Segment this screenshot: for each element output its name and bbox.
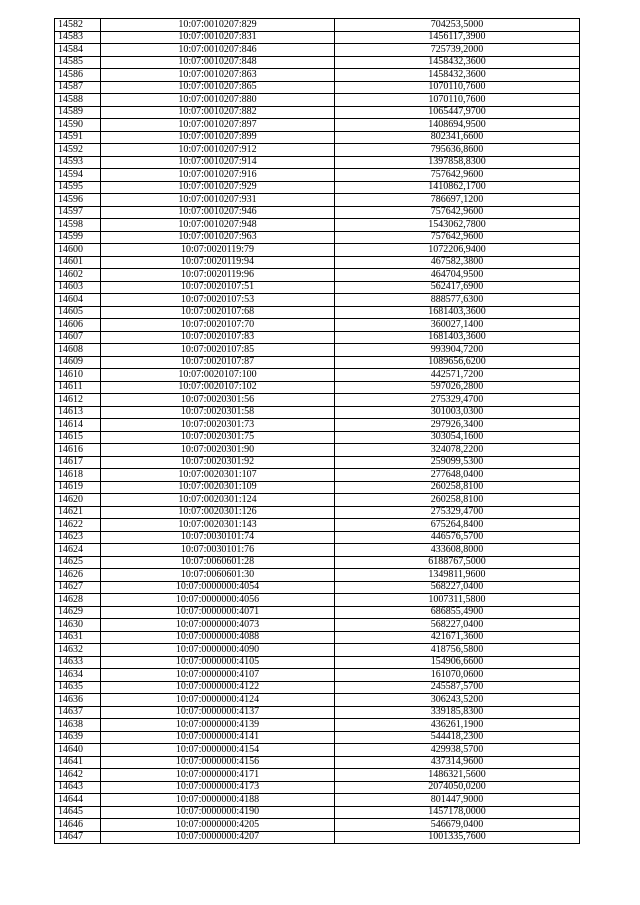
row-number-cell: 14645 — [55, 806, 101, 819]
value-cell: 297926,3400 — [335, 419, 580, 432]
row-number-cell: 14599 — [55, 231, 101, 244]
table-row — [55, 19, 580, 32]
cadastral-number-cell: 10:07:0020301:56 — [101, 394, 335, 407]
value-cell: 1410862,1700 — [335, 181, 580, 194]
value-cell: 993904,7200 — [335, 344, 580, 357]
cadastral-number-cell: 10:07:0020301:107 — [101, 469, 335, 482]
row-number-cell: 14628 — [55, 594, 101, 607]
value-cell: 2074050,0200 — [335, 781, 580, 794]
row-number-cell: 14596 — [55, 194, 101, 207]
row-number-cell: 14584 — [55, 44, 101, 57]
value-cell: 1001335,7600 — [335, 831, 580, 844]
value-cell: 436261,1900 — [335, 719, 580, 732]
cadastral-number-cell: 10:07:0000000:4090 — [101, 644, 335, 657]
value-cell: 1681403,3600 — [335, 306, 580, 319]
table-row — [55, 594, 580, 607]
cadastral-number-cell: 10:07:0030101:74 — [101, 531, 335, 544]
cadastral-number-cell: 10:07:0020301:58 — [101, 406, 335, 419]
cadastral-number-cell: 10:07:0000000:4107 — [101, 669, 335, 682]
table-row — [55, 819, 580, 832]
row-number-cell: 14629 — [55, 606, 101, 619]
table-row — [55, 831, 580, 844]
row-number-cell: 14615 — [55, 431, 101, 444]
cadastral-number-cell: 10:07:0060601:30 — [101, 569, 335, 582]
row-number-cell: 14609 — [55, 356, 101, 369]
cadastral-number-cell: 10:07:0010207:882 — [101, 106, 335, 119]
row-number-cell: 14619 — [55, 481, 101, 494]
row-number-cell: 14590 — [55, 119, 101, 132]
row-number-cell: 14593 — [55, 156, 101, 169]
cadastral-number-cell: 10:07:0000000:4207 — [101, 831, 335, 844]
table-row — [55, 269, 580, 282]
cadastral-number-cell: 10:07:0010207:865 — [101, 81, 335, 94]
value-cell: 757642,9600 — [335, 231, 580, 244]
row-number-cell: 14613 — [55, 406, 101, 419]
data-table — [54, 18, 580, 844]
row-number-cell: 14605 — [55, 306, 101, 319]
row-number-cell: 14591 — [55, 131, 101, 144]
row-number-cell: 14594 — [55, 169, 101, 182]
table-row — [55, 456, 580, 469]
value-cell: 446576,5700 — [335, 531, 580, 544]
cadastral-number-cell: 10:07:0020301:109 — [101, 481, 335, 494]
table-row — [55, 156, 580, 169]
row-number-cell: 14610 — [55, 369, 101, 382]
row-number-cell: 14592 — [55, 144, 101, 157]
table-row — [55, 444, 580, 457]
table-row — [55, 794, 580, 807]
cadastral-number-cell: 10:07:0020107:68 — [101, 306, 335, 319]
cadastral-number-cell: 10:07:0000000:4205 — [101, 819, 335, 832]
table-row — [55, 431, 580, 444]
value-cell: 6188767,5000 — [335, 556, 580, 569]
row-number-cell: 14635 — [55, 681, 101, 694]
cadastral-number-cell: 10:07:0030101:76 — [101, 544, 335, 557]
table-row — [55, 494, 580, 507]
cadastral-number-cell: 10:07:0010207:963 — [101, 231, 335, 244]
row-number-cell: 14637 — [55, 706, 101, 719]
value-cell: 1070110,7600 — [335, 81, 580, 94]
value-cell: 464704,9500 — [335, 269, 580, 282]
table-row — [55, 656, 580, 669]
value-cell: 757642,9600 — [335, 169, 580, 182]
cadastral-number-cell: 10:07:0020301:124 — [101, 494, 335, 507]
row-number-cell: 14623 — [55, 531, 101, 544]
row-number-cell: 14589 — [55, 106, 101, 119]
cadastral-number-cell: 10:07:0020107:70 — [101, 319, 335, 332]
row-number-cell: 14633 — [55, 656, 101, 669]
table-row — [55, 806, 580, 819]
cadastral-number-cell: 10:07:0010207:931 — [101, 194, 335, 207]
table-row — [55, 669, 580, 682]
value-cell: 1408694,9500 — [335, 119, 580, 132]
table-row — [55, 506, 580, 519]
row-number-cell: 14603 — [55, 281, 101, 294]
table-row — [55, 344, 580, 357]
value-cell: 303054,1600 — [335, 431, 580, 444]
cadastral-number-cell: 10:07:0000000:4105 — [101, 656, 335, 669]
cadastral-number-cell: 10:07:0020119:79 — [101, 244, 335, 257]
row-number-cell: 14638 — [55, 719, 101, 732]
table-row — [55, 56, 580, 69]
table-row — [55, 381, 580, 394]
table-row — [55, 244, 580, 257]
row-number-cell: 14639 — [55, 731, 101, 744]
value-cell: 360027,1400 — [335, 319, 580, 332]
table-row — [55, 681, 580, 694]
table-row — [55, 644, 580, 657]
cadastral-number-cell: 10:07:0000000:4088 — [101, 631, 335, 644]
table-row — [55, 606, 580, 619]
cadastral-number-cell: 10:07:0020107:53 — [101, 294, 335, 307]
table-row — [55, 94, 580, 107]
row-number-cell: 14618 — [55, 469, 101, 482]
value-cell: 1072206,9400 — [335, 244, 580, 257]
row-number-cell: 14604 — [55, 294, 101, 307]
value-cell: 275329,4700 — [335, 506, 580, 519]
value-cell: 324078,2200 — [335, 444, 580, 457]
row-number-cell: 14595 — [55, 181, 101, 194]
value-cell: 260258,8100 — [335, 494, 580, 507]
cadastral-number-cell: 10:07:0010207:946 — [101, 206, 335, 219]
table-row — [55, 619, 580, 632]
row-number-cell: 14598 — [55, 219, 101, 232]
cadastral-number-cell: 10:07:0010207:929 — [101, 181, 335, 194]
cadastral-number-cell: 10:07:0010207:831 — [101, 31, 335, 44]
table-row — [55, 44, 580, 57]
value-cell: 1456117,3900 — [335, 31, 580, 44]
value-cell: 275329,4700 — [335, 394, 580, 407]
table-row — [55, 706, 580, 719]
value-cell: 757642,9600 — [335, 206, 580, 219]
table-row — [55, 556, 580, 569]
cadastral-number-cell: 10:07:0010207:914 — [101, 156, 335, 169]
row-number-cell: 14621 — [55, 506, 101, 519]
table-row — [55, 131, 580, 144]
table-row — [55, 194, 580, 207]
table-row — [55, 69, 580, 82]
cadastral-number-cell: 10:07:0000000:4188 — [101, 794, 335, 807]
cadastral-number-cell: 10:07:0000000:4190 — [101, 806, 335, 819]
value-cell: 1007311,5800 — [335, 594, 580, 607]
table-row — [55, 481, 580, 494]
table-row — [55, 281, 580, 294]
cadastral-number-cell: 10:07:0020107:83 — [101, 331, 335, 344]
table-row — [55, 256, 580, 269]
cadastral-number-cell: 10:07:0000000:4137 — [101, 706, 335, 719]
cadastral-number-cell: 10:07:0010207:848 — [101, 56, 335, 69]
row-number-cell: 14617 — [55, 456, 101, 469]
row-number-cell: 14620 — [55, 494, 101, 507]
table-row — [55, 31, 580, 44]
value-cell: 1681403,3600 — [335, 331, 580, 344]
table-row — [55, 469, 580, 482]
row-number-cell: 14606 — [55, 319, 101, 332]
row-number-cell: 14646 — [55, 819, 101, 832]
value-cell: 339185,8300 — [335, 706, 580, 719]
cadastral-number-cell: 10:07:0020119:94 — [101, 256, 335, 269]
value-cell: 437314,9600 — [335, 756, 580, 769]
cadastral-number-cell: 10:07:0060601:28 — [101, 556, 335, 569]
value-cell: 704253,5000 — [335, 19, 580, 32]
table-row — [55, 631, 580, 644]
table-row — [55, 544, 580, 557]
cadastral-number-cell: 10:07:0000000:4154 — [101, 744, 335, 757]
cadastral-number-cell: 10:07:0010207:880 — [101, 94, 335, 107]
table-row — [55, 331, 580, 344]
value-cell: 418756,5800 — [335, 644, 580, 657]
table-row — [55, 319, 580, 332]
cadastral-number-cell: 10:07:0000000:4141 — [101, 731, 335, 744]
cadastral-number-cell: 10:07:0020119:96 — [101, 269, 335, 282]
table-row — [55, 119, 580, 132]
cadastral-number-cell: 10:07:0000000:4124 — [101, 694, 335, 707]
cadastral-number-cell: 10:07:0010207:948 — [101, 219, 335, 232]
value-cell: 686855,4900 — [335, 606, 580, 619]
row-number-cell: 14631 — [55, 631, 101, 644]
value-cell: 421671,3600 — [335, 631, 580, 644]
cadastral-number-cell: 10:07:0010207:829 — [101, 19, 335, 32]
cadastral-number-cell: 10:07:0010207:916 — [101, 169, 335, 182]
row-number-cell: 14608 — [55, 344, 101, 357]
table-row — [55, 744, 580, 757]
table-row — [55, 756, 580, 769]
row-number-cell: 14624 — [55, 544, 101, 557]
cadastral-number-cell: 10:07:0000000:4156 — [101, 756, 335, 769]
cadastral-number-cell: 10:07:0000000:4054 — [101, 581, 335, 594]
cadastral-number-cell: 10:07:0000000:4173 — [101, 781, 335, 794]
row-number-cell: 14597 — [55, 206, 101, 219]
row-number-cell: 14607 — [55, 331, 101, 344]
row-number-cell: 14582 — [55, 19, 101, 32]
row-number-cell: 14585 — [55, 56, 101, 69]
row-number-cell: 14616 — [55, 444, 101, 457]
cadastral-number-cell: 10:07:0020107:102 — [101, 381, 335, 394]
table-row — [55, 531, 580, 544]
cadastral-number-cell: 10:07:0020107:85 — [101, 344, 335, 357]
value-cell: 1458432,3600 — [335, 69, 580, 82]
cadastral-number-cell: 10:07:0010207:899 — [101, 131, 335, 144]
value-cell: 1457178,0000 — [335, 806, 580, 819]
row-number-cell: 14600 — [55, 244, 101, 257]
cadastral-number-cell: 10:07:0020301:73 — [101, 419, 335, 432]
table-row — [55, 719, 580, 732]
value-cell: 801447,9000 — [335, 794, 580, 807]
value-cell: 1089656,6200 — [335, 356, 580, 369]
value-cell: 568227,0400 — [335, 581, 580, 594]
value-cell: 277648,0400 — [335, 469, 580, 482]
row-number-cell: 14601 — [55, 256, 101, 269]
row-number-cell: 14627 — [55, 581, 101, 594]
value-cell: 802341,6600 — [335, 131, 580, 144]
cadastral-number-cell: 10:07:0020301:126 — [101, 506, 335, 519]
table-row — [55, 356, 580, 369]
value-cell: 1397858,8300 — [335, 156, 580, 169]
value-cell: 1349811,9600 — [335, 569, 580, 582]
row-number-cell: 14622 — [55, 519, 101, 532]
value-cell: 1543062,7800 — [335, 219, 580, 232]
value-cell: 429938,5700 — [335, 744, 580, 757]
cadastral-number-cell: 10:07:0000000:4056 — [101, 594, 335, 607]
value-cell: 546679,0400 — [335, 819, 580, 832]
cadastral-number-cell: 10:07:0000000:4122 — [101, 681, 335, 694]
cadastral-number-cell: 10:07:0000000:4073 — [101, 619, 335, 632]
value-cell: 442571,7200 — [335, 369, 580, 382]
table-row — [55, 569, 580, 582]
value-cell: 154906,6600 — [335, 656, 580, 669]
cadastral-number-cell: 10:07:0010207:846 — [101, 44, 335, 57]
value-cell: 260258,8100 — [335, 481, 580, 494]
row-number-cell: 14612 — [55, 394, 101, 407]
value-cell: 1070110,7600 — [335, 94, 580, 107]
value-cell: 597026,2800 — [335, 381, 580, 394]
row-number-cell: 14625 — [55, 556, 101, 569]
cadastral-number-cell: 10:07:0020301:92 — [101, 456, 335, 469]
row-number-cell: 14626 — [55, 569, 101, 582]
row-number-cell: 14647 — [55, 831, 101, 844]
table-row — [55, 694, 580, 707]
table-row — [55, 406, 580, 419]
value-cell: 675264,8400 — [335, 519, 580, 532]
table-row — [55, 769, 580, 782]
value-cell: 161070,0600 — [335, 669, 580, 682]
cadastral-number-cell: 10:07:0010207:912 — [101, 144, 335, 157]
row-number-cell: 14644 — [55, 794, 101, 807]
table-row — [55, 369, 580, 382]
row-number-cell: 14614 — [55, 419, 101, 432]
value-cell: 725739,2000 — [335, 44, 580, 57]
value-cell: 245587,5700 — [335, 681, 580, 694]
row-number-cell: 14634 — [55, 669, 101, 682]
table-row — [55, 231, 580, 244]
row-number-cell: 14586 — [55, 69, 101, 82]
row-number-cell: 14587 — [55, 81, 101, 94]
row-number-cell: 14602 — [55, 269, 101, 282]
table-row — [55, 394, 580, 407]
table-row — [55, 731, 580, 744]
table-row — [55, 181, 580, 194]
row-number-cell: 14640 — [55, 744, 101, 757]
table-row — [55, 581, 580, 594]
table-row — [55, 419, 580, 432]
value-cell: 1458432,3600 — [335, 56, 580, 69]
row-number-cell: 14641 — [55, 756, 101, 769]
table-row — [55, 219, 580, 232]
cadastral-number-cell: 10:07:0020107:100 — [101, 369, 335, 382]
table-row — [55, 294, 580, 307]
value-cell: 888577,6300 — [335, 294, 580, 307]
value-cell: 1486321,5600 — [335, 769, 580, 782]
table-row — [55, 144, 580, 157]
table-row — [55, 206, 580, 219]
cadastral-number-cell: 10:07:0000000:4071 — [101, 606, 335, 619]
value-cell: 795636,8600 — [335, 144, 580, 157]
value-cell: 786697,1200 — [335, 194, 580, 207]
table-row — [55, 169, 580, 182]
cadastral-number-cell: 10:07:0020301:90 — [101, 444, 335, 457]
value-cell: 562417,6900 — [335, 281, 580, 294]
table-row — [55, 106, 580, 119]
value-cell: 301003,0300 — [335, 406, 580, 419]
value-cell: 1065447,9700 — [335, 106, 580, 119]
row-number-cell: 14642 — [55, 769, 101, 782]
cadastral-number-cell: 10:07:0000000:4171 — [101, 769, 335, 782]
value-cell: 544418,2300 — [335, 731, 580, 744]
row-number-cell: 14611 — [55, 381, 101, 394]
cadastral-number-cell: 10:07:0010207:863 — [101, 69, 335, 82]
cadastral-number-cell: 10:07:0020301:75 — [101, 431, 335, 444]
row-number-cell: 14643 — [55, 781, 101, 794]
table-body — [55, 19, 580, 844]
table-row — [55, 81, 580, 94]
row-number-cell: 14636 — [55, 694, 101, 707]
value-cell: 467582,3800 — [335, 256, 580, 269]
value-cell: 433608,8000 — [335, 544, 580, 557]
cadastral-number-cell: 10:07:0000000:4139 — [101, 719, 335, 732]
value-cell: 568227,0400 — [335, 619, 580, 632]
value-cell: 306243,5200 — [335, 694, 580, 707]
cadastral-number-cell: 10:07:0020107:51 — [101, 281, 335, 294]
cadastral-number-cell: 10:07:0010207:897 — [101, 119, 335, 132]
row-number-cell: 14588 — [55, 94, 101, 107]
row-number-cell: 14583 — [55, 31, 101, 44]
table-row — [55, 519, 580, 532]
row-number-cell: 14632 — [55, 644, 101, 657]
table-row — [55, 306, 580, 319]
table-row — [55, 781, 580, 794]
value-cell: 259099,5300 — [335, 456, 580, 469]
cadastral-number-cell: 10:07:0020107:87 — [101, 356, 335, 369]
cadastral-number-cell: 10:07:0020301:143 — [101, 519, 335, 532]
row-number-cell: 14630 — [55, 619, 101, 632]
